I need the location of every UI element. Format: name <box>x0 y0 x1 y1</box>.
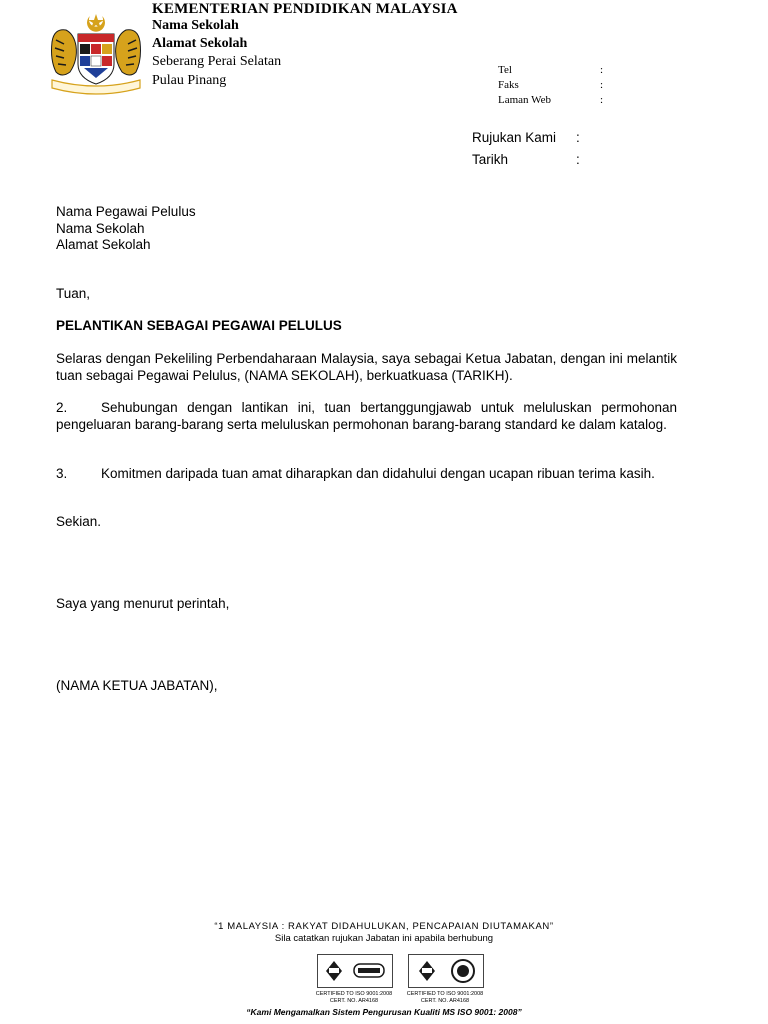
recipient-name: Nama Pegawai Pelulus <box>56 204 196 219</box>
paragraph-1: Selaras dengan Pekeliling Perbendaharaan Malaysia, saya sebagai Ketua Jabatan, dengan ini melantik tuan sebagai Pegawai Pelulus, (NAMA SEKOLAH), berkuatkuasa (TARIKH). <box>56 351 677 383</box>
footer-iso-statement: “Kami Mengamalkan Sistem Pengurusan Kualiti MS ISO 9001: 2008” <box>246 1007 522 1017</box>
reference-label: Tarikh <box>472 152 509 167</box>
closing: Sekian. <box>56 514 102 529</box>
paragraph-3 <box>56 466 677 483</box>
reference-colon: : <box>576 152 580 167</box>
cert-number: CERT. NO. AR4168 <box>420 998 470 1004</box>
contact-colon: : <box>600 64 604 76</box>
paragraph-number: 2. <box>56 400 68 415</box>
footer-note: Sila catatkan rujukan Jabatan ini apabila berhubung <box>274 933 494 944</box>
school-name: Nama Sekolah <box>152 18 239 33</box>
letter-subject: PELANTIKAN SEBAGAI PEGAWAI PELULUS <box>56 318 342 333</box>
paragraph-2-lead: Sehubungan dengan lantikan ini, tuan bertanggungjawab untuk meluluskan permohonan <box>101 400 677 415</box>
reference-label: Rujukan Kami <box>472 130 557 145</box>
contact-fax <box>498 79 604 91</box>
certification-logo <box>408 954 484 988</box>
recipient-school: Nama Sekolah <box>56 220 145 236</box>
school-district: Seberang Perai Selatan <box>152 54 282 69</box>
contact-colon: : <box>600 79 604 91</box>
certification-caption <box>395 991 495 1005</box>
school-state: Pulau Pinang <box>152 73 227 88</box>
paragraph-number: 3. <box>56 466 68 481</box>
reference-colon: : <box>576 130 580 145</box>
recipient-block <box>56 204 677 254</box>
contact-colon: : <box>600 94 604 106</box>
paragraph-3-text: Komitmen daripada tuan amat diharapkan dan didahului dengan ucapan ribuan terima kasih. <box>101 466 655 481</box>
cert-number: CERT. NO. AR4168 <box>329 998 379 1004</box>
contact-label: Tel <box>498 64 512 76</box>
ministry-name: KEMENTERIAN PENDIDIKAN MALAYSIA <box>152 1 458 17</box>
contact-tel <box>498 64 604 76</box>
certification-caption <box>304 991 404 1005</box>
recipient-address: Alamat Sekolah <box>56 237 151 252</box>
signatory: (NAMA KETUA JABATAN), <box>56 678 218 693</box>
contact-label: Laman Web <box>498 94 551 106</box>
cert-line: CERTIFIED TO ISO 9001:2008 <box>406 991 484 997</box>
contact-web <box>498 94 604 106</box>
reference-ours <box>472 130 580 145</box>
school-address: Alamat Sekolah <box>152 36 248 51</box>
certification-logo <box>317 954 393 988</box>
paragraph-2 <box>56 400 677 433</box>
cert-line: CERTIFIED TO ISO 9001:2008 <box>315 991 393 997</box>
paragraph-2-rest: pengeluaran barang-barang serta meluluskan permohonan barang-barang standard ke dalam katalog. <box>56 416 667 432</box>
contact-label: Faks <box>498 79 519 91</box>
salutation: Tuan, <box>56 286 91 301</box>
reference-date <box>472 152 580 167</box>
sign-off: Saya yang menurut perintah, <box>56 596 230 611</box>
ministry-crest <box>46 12 146 96</box>
footer-motto: “1 MALAYSIA : RAKYAT DIDAHULUKAN, PENCAPAIAN DIUTAMAKAN” <box>214 921 554 932</box>
